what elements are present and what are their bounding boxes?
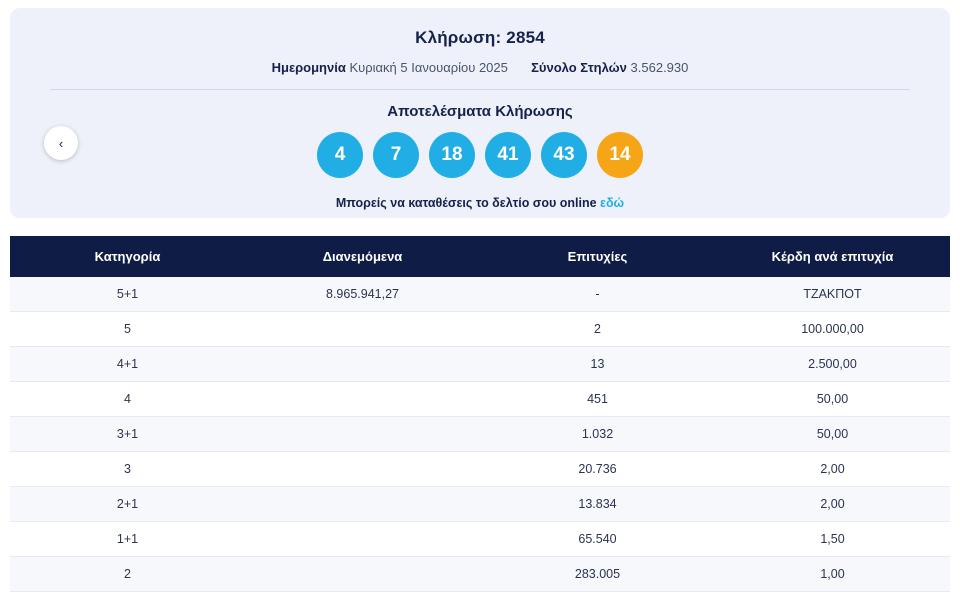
result-ball: 41 — [485, 132, 531, 178]
results-label: Αποτελέσματα Κλήρωσης — [387, 103, 573, 120]
column-header-prize: Κέρδη ανά επιτυχία — [715, 236, 950, 277]
cell-prize: 1,00 — [715, 557, 950, 592]
cell-distributed — [245, 487, 480, 522]
table-body — [10, 277, 950, 592]
cell-category: 4 — [10, 382, 245, 417]
cell-category: 1+1 — [10, 522, 245, 557]
cell-winners: 283.005 — [480, 557, 715, 592]
table-row — [10, 277, 950, 312]
cell-winners: 13.834 — [480, 487, 715, 522]
cell-category: 2+1 — [10, 487, 245, 522]
column-header-category: Κατηγορία — [10, 236, 245, 277]
cell-distributed — [245, 347, 480, 382]
cell-prize: 100.000,00 — [715, 312, 950, 347]
cell-prize: 2,00 — [715, 452, 950, 487]
draw-panel — [10, 8, 950, 218]
prize-table-wrap — [10, 236, 950, 592]
table-row — [10, 522, 950, 557]
column-header-winners: Επιτυχίες — [480, 236, 715, 277]
cell-category: 3+1 — [10, 417, 245, 452]
previous-draw-button[interactable] — [44, 126, 78, 160]
cell-distributed — [245, 452, 480, 487]
cell-prize: ΤΖΑΚΠΟΤ — [715, 277, 950, 312]
cell-category: 5+1 — [10, 277, 245, 312]
draw-meta — [50, 60, 910, 75]
table-row — [10, 312, 950, 347]
table-row — [10, 347, 950, 382]
table-row — [10, 487, 950, 522]
cell-prize: 50,00 — [715, 382, 950, 417]
draw-columns-label: Σύνολο Στηλών — [531, 60, 627, 75]
cell-prize: 1,50 — [715, 522, 950, 557]
cell-winners: 13 — [480, 347, 715, 382]
table-row — [10, 452, 950, 487]
column-header-distributed: Διανεμόμενα — [245, 236, 480, 277]
cell-distributed — [245, 382, 480, 417]
table-row — [10, 382, 950, 417]
cell-winners: 2 — [480, 312, 715, 347]
cell-prize: 2,00 — [715, 487, 950, 522]
cell-winners: 451 — [480, 382, 715, 417]
draw-date-label: Ημερομηνία — [271, 60, 346, 75]
cell-winners: 20.736 — [480, 452, 715, 487]
table-header-row — [10, 236, 950, 277]
cell-winners: - — [480, 277, 715, 312]
result-ball: 43 — [541, 132, 587, 178]
joker-ball: 14 — [597, 132, 643, 178]
draw-date-value: Κυριακή 5 Ιανουαρίου 2025 — [349, 60, 508, 75]
draw-title: Κλήρωση: 2854 — [415, 28, 545, 47]
prize-table — [10, 236, 950, 592]
cell-category: 3 — [10, 452, 245, 487]
draw-columns-value: 3.562.930 — [630, 60, 689, 75]
cell-distributed — [245, 312, 480, 347]
online-submit-link[interactable]: εδώ — [600, 196, 625, 210]
cell-distributed: 8.965.941,27 — [245, 277, 480, 312]
result-ball: 7 — [373, 132, 419, 178]
cell-distributed — [245, 557, 480, 592]
cell-distributed — [245, 522, 480, 557]
table-row — [10, 417, 950, 452]
result-numbers — [50, 132, 910, 178]
panel-divider — [50, 89, 910, 90]
cell-winners: 65.540 — [480, 522, 715, 557]
cell-prize: 2.500,00 — [715, 347, 950, 382]
cell-category: 2 — [10, 557, 245, 592]
online-note-text: Μπορείς να καταθέσεις το δελτίο σου online — [335, 196, 601, 210]
cell-prize: 50,00 — [715, 417, 950, 452]
cell-category: 4+1 — [10, 347, 245, 382]
chevron-left-icon: ‹ — [58, 135, 64, 151]
result-ball: 4 — [317, 132, 363, 178]
cell-distributed — [245, 417, 480, 452]
online-note — [50, 196, 910, 210]
table-row — [10, 557, 950, 592]
cell-category: 5 — [10, 312, 245, 347]
result-ball: 18 — [429, 132, 475, 178]
cell-winners: 1.032 — [480, 417, 715, 452]
